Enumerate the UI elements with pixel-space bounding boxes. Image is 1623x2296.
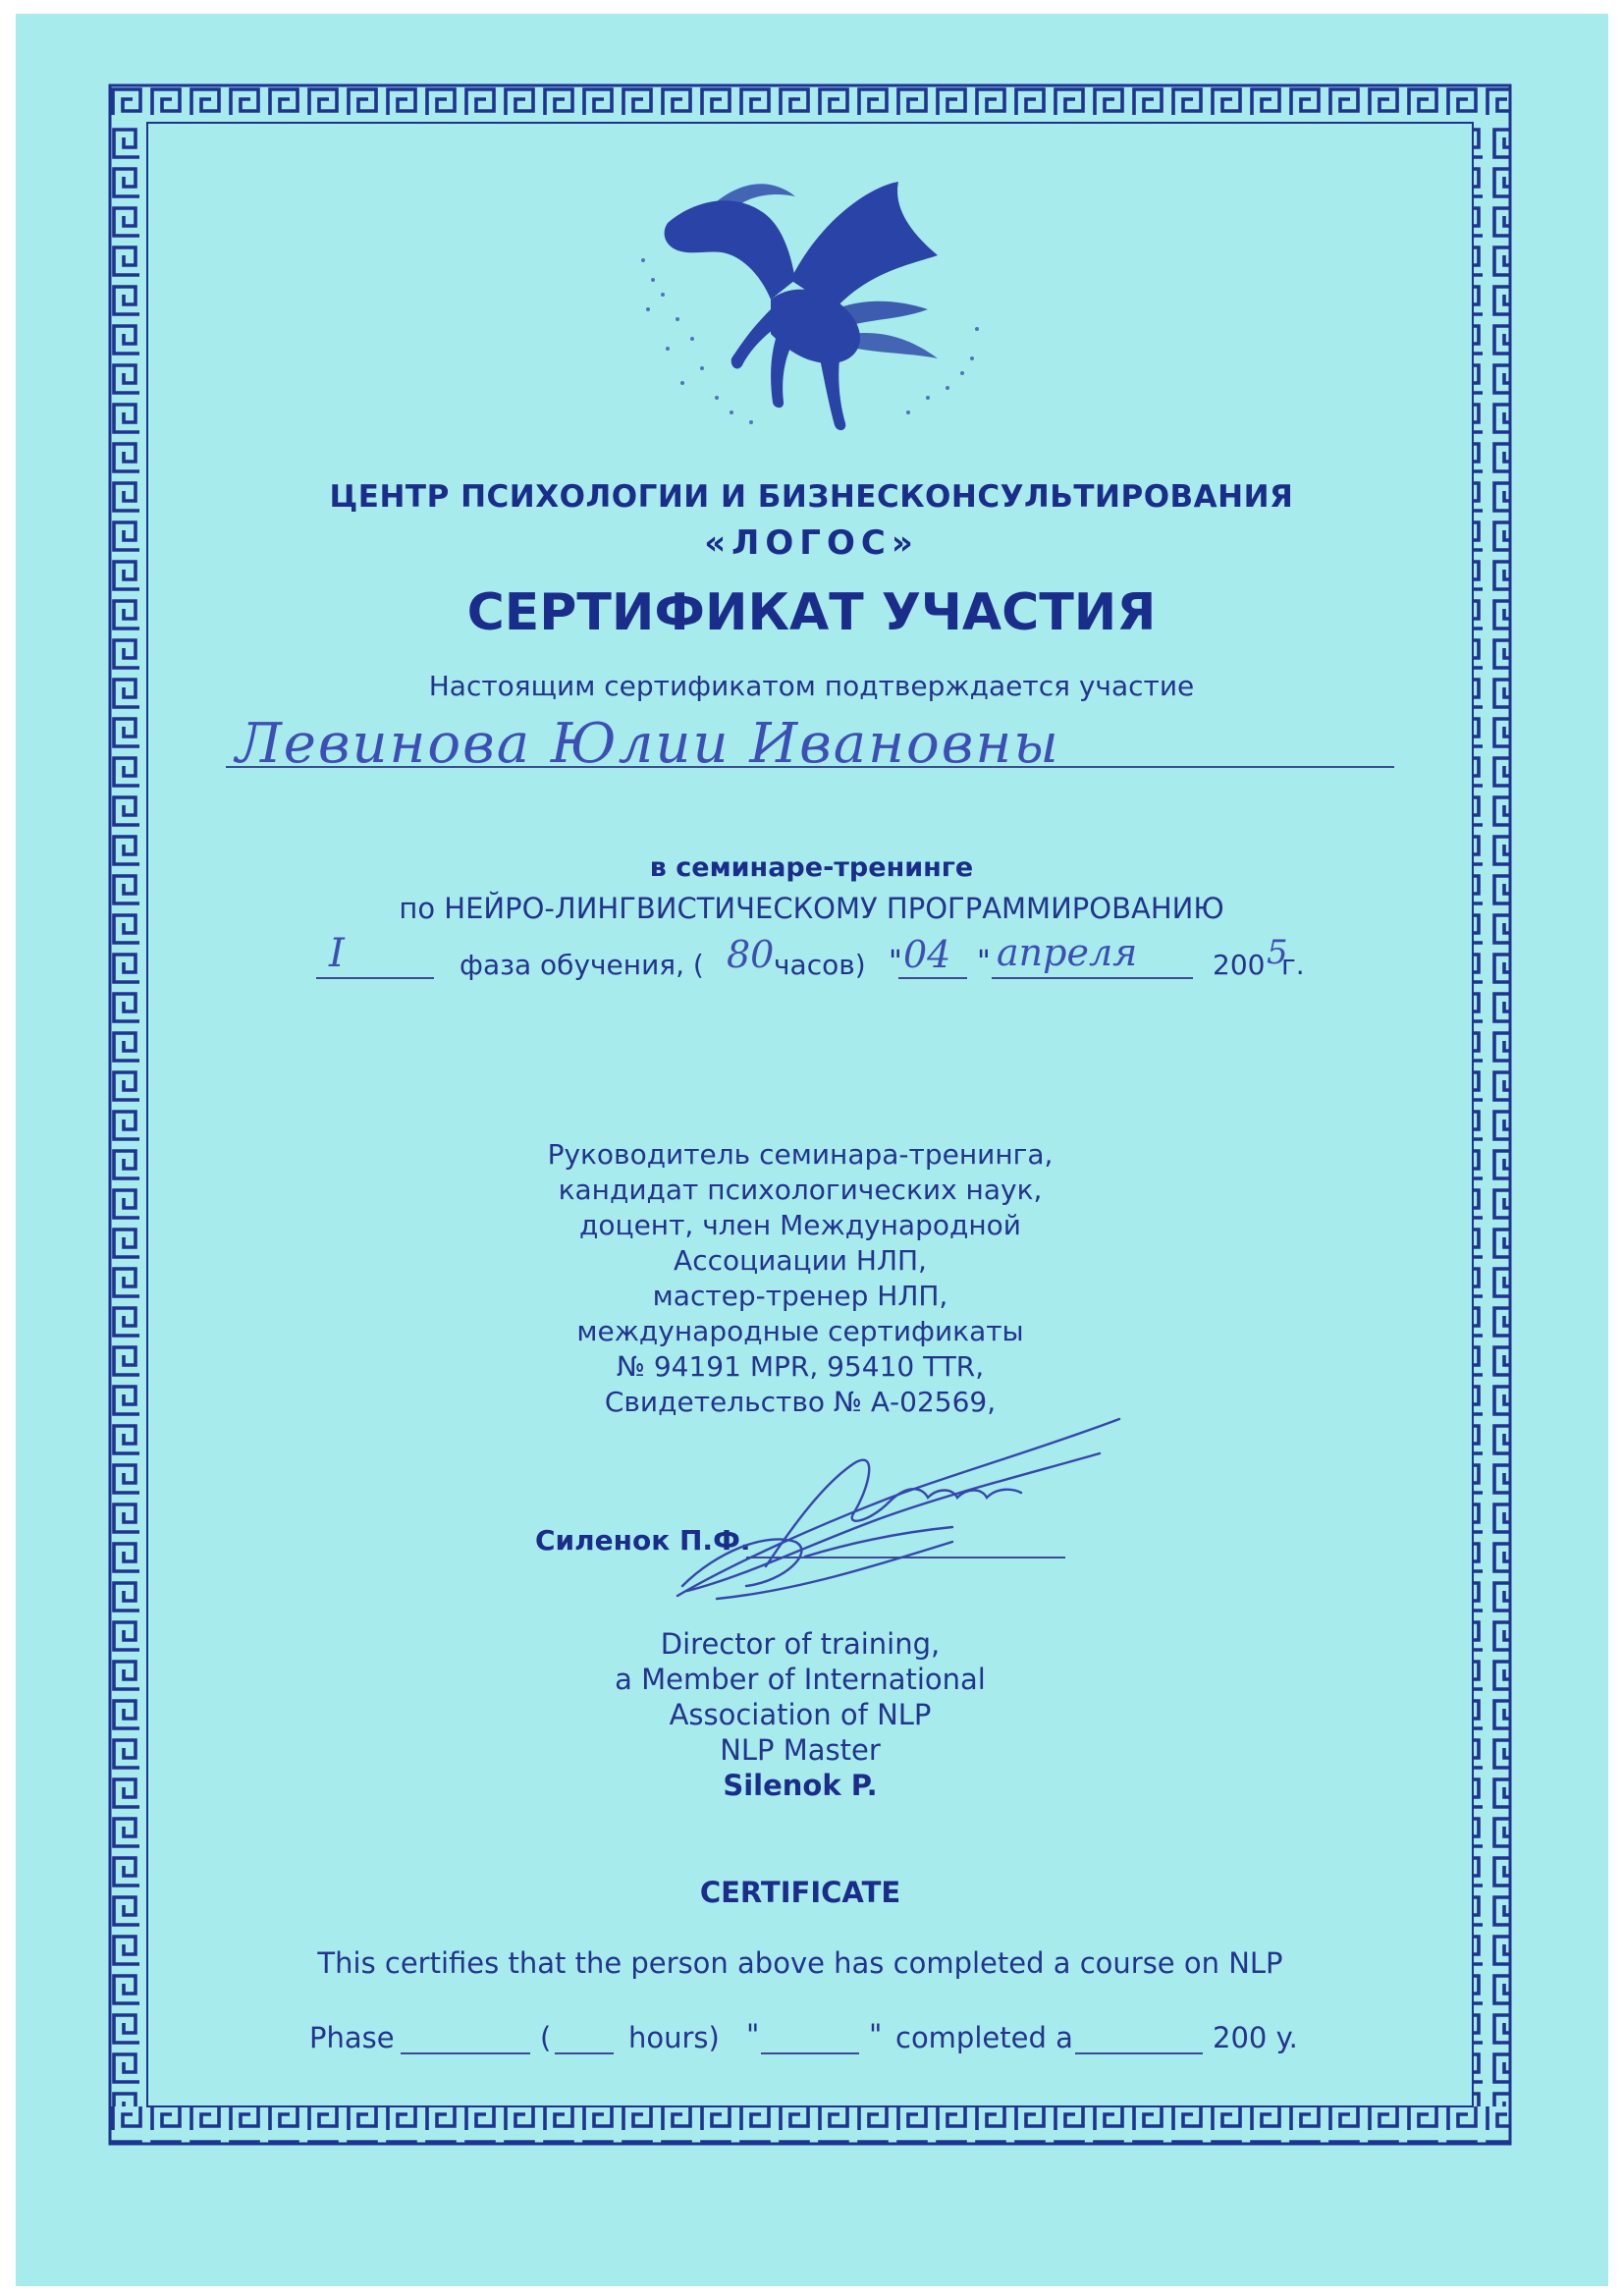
signature-icon xyxy=(658,1394,1129,1611)
director-ru-line: кандидат психологических наук, xyxy=(558,1174,1043,1206)
signatory-ru: Силенок П.Ф. xyxy=(535,1524,751,1557)
name-underline xyxy=(226,766,1394,768)
day-underline xyxy=(898,977,967,979)
day-value: 04 xyxy=(903,933,951,976)
organization-brand: «ЛОГОС» xyxy=(704,523,919,563)
director-ru-block xyxy=(0,1137,1600,1420)
director-ru-line: доцент, член Международной xyxy=(579,1209,1021,1241)
director-ru-line: мастер-тренер НЛП, xyxy=(652,1280,948,1312)
year-suffix: г. xyxy=(1281,949,1305,981)
director-ru-line: Свидетельство № А-02569, xyxy=(604,1386,997,1418)
signatory-en: Silenok P. xyxy=(723,1769,878,1802)
phase-text: фаза обучения, ( xyxy=(460,949,704,981)
day-quote-close: " xyxy=(977,945,991,979)
completed-en-blank xyxy=(1075,2052,1203,2054)
pegasus-logo xyxy=(623,162,997,437)
hours-en-blank xyxy=(555,2052,614,2054)
phase-value: I xyxy=(329,931,345,976)
hours-value: 80 xyxy=(727,933,775,976)
phase-en-blank xyxy=(401,2052,530,2054)
phase-en-label: Phase xyxy=(309,2021,395,2054)
date-en-quote-open: " xyxy=(746,2018,760,2051)
phase-underline xyxy=(316,977,434,979)
organization-name: ЦЕНТР ПСИХОЛОГИИ И БИЗНЕСКОНСУЛЬТИРОВАНИЯ xyxy=(329,479,1294,515)
completed-en-label: completed a xyxy=(895,2021,1073,2054)
intro-text: Настоящим сертификатом подтверждается участие xyxy=(428,670,1195,702)
year-value: 5 xyxy=(1267,933,1288,972)
director-en-block xyxy=(0,1626,1600,1803)
month-value: апреля xyxy=(997,931,1138,974)
director-en-line: a Member of International xyxy=(615,1663,986,1696)
certificate-en-statement: This certifies that the person above has completed a course on NLP xyxy=(317,1946,1283,1980)
director-ru-line: международные сертификаты xyxy=(576,1315,1024,1347)
pegasus-icon xyxy=(623,162,997,437)
director-en-line: NLP Master xyxy=(720,1733,881,1767)
month-underline xyxy=(992,977,1193,979)
date-en-quote-close: " xyxy=(869,2018,883,2051)
hours-en-open: ( xyxy=(540,2021,552,2054)
director-ru-line: № 94191 MPR, 95410 TTR, xyxy=(616,1350,985,1383)
year-prefix: 200 xyxy=(1213,949,1266,981)
date-en-blank xyxy=(761,2052,859,2054)
director-ru-line: Ассоциации НЛП, xyxy=(674,1244,927,1277)
hours-text: часов) xyxy=(774,949,866,981)
certificate-en-heading: CERTIFICATE xyxy=(699,1876,901,1909)
director-en-line: Association of NLP xyxy=(669,1698,932,1731)
subject-line: по НЕЙРО-ЛИНГВИСТИЧЕСКОМУ ПРОГРАММИРОВАНИЮ xyxy=(399,892,1224,925)
day-quote-open: " xyxy=(889,945,902,979)
seminar-label: в семинаре-тренинге xyxy=(649,852,974,883)
hours-en-label: hours) xyxy=(628,2021,720,2054)
director-en-line: Director of training, xyxy=(660,1627,941,1661)
certificate-title: СЕРТИФИКАТ УЧАСТИЯ xyxy=(466,583,1157,642)
director-ru-line: Руководитель семинара-тренинга, xyxy=(547,1138,1054,1171)
year-en-label: 200 y. xyxy=(1213,2021,1298,2054)
signature-scribble xyxy=(658,1394,1129,1611)
participant-name: Левинова Юлии Ивановны xyxy=(236,712,1060,776)
